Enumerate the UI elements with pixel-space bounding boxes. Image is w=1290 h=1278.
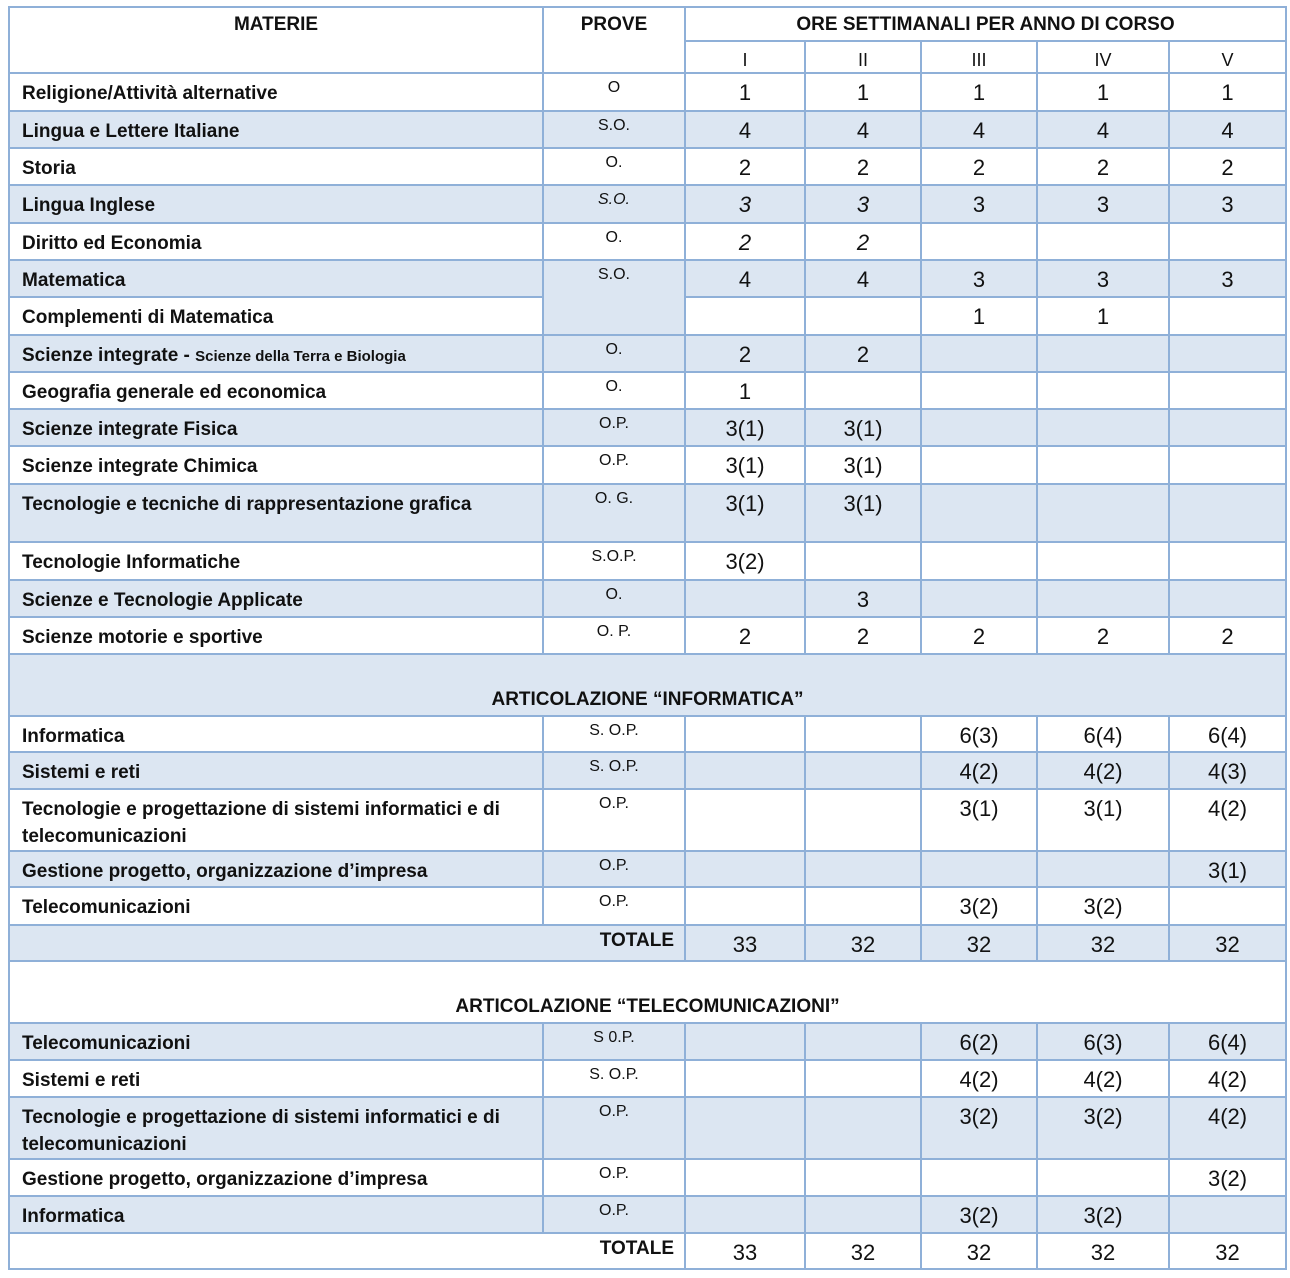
subject-cell: Informatica	[9, 1196, 543, 1233]
subject-cell: Tecnologie e tecniche di rappresentazione grafica	[9, 484, 543, 542]
hours-cell	[1169, 446, 1286, 484]
hours-cell: 3	[805, 580, 921, 617]
hours-cell	[685, 580, 805, 617]
hours-cell: 4(2)	[921, 1060, 1037, 1097]
hours-cell	[805, 752, 921, 789]
hours-cell	[805, 1097, 921, 1159]
subject-cell: Informatica	[9, 716, 543, 752]
hours-cell	[805, 1159, 921, 1196]
hours-cell: 3	[1169, 260, 1286, 297]
hours-cell	[805, 1196, 921, 1233]
hours-cell: 2	[685, 335, 805, 372]
hours-cell: 1	[805, 73, 921, 111]
prove-cell: O.P.	[543, 409, 685, 446]
year-header: IV	[1037, 41, 1169, 73]
header-row	[9, 7, 1286, 41]
hours-cell: 2	[1037, 617, 1169, 654]
hours-cell: 4(2)	[921, 752, 1037, 789]
table-row	[9, 1159, 1286, 1196]
hours-cell: 6(3)	[921, 716, 1037, 752]
section-title-informatica: ARTICOLAZIONE “INFORMATICA”	[9, 654, 1286, 716]
table-row	[9, 73, 1286, 111]
hours-cell	[805, 851, 921, 887]
table-row	[9, 223, 1286, 260]
hours-cell: 3(2)	[921, 1196, 1037, 1233]
hours-cell: 1	[1037, 297, 1169, 335]
hours-cell: 3	[1169, 185, 1286, 223]
hours-cell: 3(2)	[921, 1097, 1037, 1159]
table-row	[9, 372, 1286, 409]
hours-cell: 4	[805, 260, 921, 297]
prove-cell: O.P.	[543, 887, 685, 925]
subject-cell: Lingua e Lettere Italiane	[9, 111, 543, 148]
table-row	[9, 111, 1286, 148]
hours-cell: 3(2)	[1169, 1159, 1286, 1196]
hours-cell	[685, 1159, 805, 1196]
hours-cell	[805, 716, 921, 752]
hours-cell: 3(1)	[805, 446, 921, 484]
totale-cell: 32	[1037, 925, 1169, 961]
totale-cell: 32	[921, 1233, 1037, 1269]
prove-cell: O. G.	[543, 484, 685, 542]
prove-cell: S. O.P.	[543, 1060, 685, 1097]
hours-cell: 3(1)	[805, 409, 921, 446]
prove-cell: O.P.	[543, 851, 685, 887]
prove-cell: O.	[543, 223, 685, 260]
hours-cell	[1037, 409, 1169, 446]
section-title-telecomunicazioni: ARTICOLAZIONE “TELECOMUNICAZIONI”	[9, 961, 1286, 1023]
subject-cell: Sistemi e reti	[9, 1060, 543, 1097]
prove-cell: S. O.P.	[543, 752, 685, 789]
totale-label: TOTALE	[9, 925, 685, 961]
hours-cell	[921, 372, 1037, 409]
subject-cell	[9, 335, 543, 372]
hours-cell	[685, 1196, 805, 1233]
hours-cell	[921, 335, 1037, 372]
subject-cell: Diritto ed Economia	[9, 223, 543, 260]
hours-cell: 3	[805, 185, 921, 223]
table-row	[9, 617, 1286, 654]
table-row	[9, 260, 1286, 297]
year-header: I	[685, 41, 805, 73]
hours-cell: 3	[685, 185, 805, 223]
totale-label: TOTALE	[9, 1233, 685, 1269]
hours-cell: 3(1)	[1169, 851, 1286, 887]
hours-cell: 2	[805, 335, 921, 372]
hours-cell: 3(2)	[1037, 1196, 1169, 1233]
prove-cell: O.	[543, 335, 685, 372]
section-row	[9, 961, 1286, 1023]
hours-cell: 2	[1169, 148, 1286, 185]
prove-cell: O.P.	[543, 1159, 685, 1196]
hours-cell: 3	[921, 185, 1037, 223]
table-row	[9, 185, 1286, 223]
prove-cell: S.O.	[543, 260, 685, 335]
subject-cell: Matematica	[9, 260, 543, 297]
prove-cell: O.	[543, 580, 685, 617]
hours-cell: 3(1)	[1037, 789, 1169, 851]
year-header: III	[921, 41, 1037, 73]
totale-cell: 33	[685, 925, 805, 961]
hours-cell: 3(2)	[921, 887, 1037, 925]
hours-cell	[921, 1159, 1037, 1196]
hours-cell: 3	[1037, 260, 1169, 297]
table-row	[9, 1060, 1286, 1097]
hours-cell: 1	[685, 372, 805, 409]
subject-cell: Gestione progetto, organizzazione d’impresa	[9, 1159, 543, 1196]
hours-cell: 4	[921, 111, 1037, 148]
header-prove: PROVE	[543, 7, 685, 73]
hours-cell	[1037, 484, 1169, 542]
hours-cell: 4	[1037, 111, 1169, 148]
hours-cell	[1037, 851, 1169, 887]
hours-cell	[805, 789, 921, 851]
hours-cell: 6(4)	[1169, 716, 1286, 752]
totale-row	[9, 925, 1286, 961]
totale-cell: 32	[921, 925, 1037, 961]
table-row	[9, 1196, 1286, 1233]
hours-cell: 4	[1169, 111, 1286, 148]
subject-cell: Tecnologie Informatiche	[9, 542, 543, 580]
table-row	[9, 1023, 1286, 1060]
hours-cell	[921, 580, 1037, 617]
totale-cell: 32	[1037, 1233, 1169, 1269]
prove-cell: O.	[543, 148, 685, 185]
hours-cell: 2	[805, 148, 921, 185]
hours-cell	[1037, 372, 1169, 409]
prove-cell: O.P.	[543, 789, 685, 851]
prove-cell: O.P.	[543, 1196, 685, 1233]
hours-cell	[1037, 446, 1169, 484]
hours-cell: 2	[1037, 148, 1169, 185]
hours-cell: 2	[921, 148, 1037, 185]
hours-cell	[1169, 223, 1286, 260]
year-header: V	[1169, 41, 1286, 73]
hours-cell	[921, 223, 1037, 260]
hours-cell: 3(1)	[921, 789, 1037, 851]
prove-cell: S.O.	[543, 185, 685, 223]
subject-cell: Scienze motorie e sportive	[9, 617, 543, 654]
hours-cell: 4	[805, 111, 921, 148]
hours-cell	[1037, 335, 1169, 372]
hours-cell: 1	[921, 73, 1037, 111]
hours-cell: 3(2)	[1037, 887, 1169, 925]
hours-cell	[685, 789, 805, 851]
hours-cell: 4	[685, 260, 805, 297]
hours-cell: 6(4)	[1169, 1023, 1286, 1060]
totale-cell: 32	[805, 1233, 921, 1269]
subject-cell: Storia	[9, 148, 543, 185]
hours-cell	[805, 1023, 921, 1060]
subject-cell: Tecnologie e progettazione di sistemi informatici e di telecomunicazioni	[9, 1097, 543, 1159]
totale-row	[9, 1233, 1286, 1269]
hours-cell	[1169, 1196, 1286, 1233]
table-row	[9, 887, 1286, 925]
subject-cell: Lingua Inglese	[9, 185, 543, 223]
hours-cell	[805, 887, 921, 925]
subject-detail: Scienze della Terra e Biologia	[195, 348, 406, 365]
subject-cell: Scienze e Tecnologie Applicate	[9, 580, 543, 617]
prove-cell: O. P.	[543, 617, 685, 654]
hours-cell	[685, 851, 805, 887]
hours-cell	[1037, 542, 1169, 580]
table-row	[9, 851, 1286, 887]
hours-cell	[685, 297, 805, 335]
hours-cell	[685, 1097, 805, 1159]
hours-cell: 6(2)	[921, 1023, 1037, 1060]
hours-cell: 2	[921, 617, 1037, 654]
hours-cell: 4(2)	[1037, 1060, 1169, 1097]
prove-cell: O	[543, 73, 685, 111]
hours-cell	[921, 542, 1037, 580]
hours-cell: 3(1)	[685, 446, 805, 484]
section-row	[9, 654, 1286, 716]
subject-cell: Geografia generale ed economica	[9, 372, 543, 409]
hours-cell: 3	[1037, 185, 1169, 223]
hours-cell	[1037, 580, 1169, 617]
hours-cell	[1037, 223, 1169, 260]
hours-cell	[685, 716, 805, 752]
hours-cell: 4(3)	[1169, 752, 1286, 789]
hours-cell	[921, 409, 1037, 446]
subject-cell: Telecomunicazioni	[9, 1023, 543, 1060]
hours-cell	[1169, 887, 1286, 925]
hours-cell	[1169, 484, 1286, 542]
table-row	[9, 789, 1286, 851]
year-header: II	[805, 41, 921, 73]
hours-cell: 1	[1037, 73, 1169, 111]
prove-cell: S.O.	[543, 111, 685, 148]
curriculum-table	[8, 6, 1287, 1270]
totale-cell: 32	[805, 925, 921, 961]
subject-cell: Scienze integrate Fisica	[9, 409, 543, 446]
hours-cell	[1169, 335, 1286, 372]
hours-cell	[1169, 409, 1286, 446]
hours-cell	[685, 752, 805, 789]
hours-cell: 2	[685, 617, 805, 654]
table-row	[9, 148, 1286, 185]
subject-cell: Religione/Attività alternative	[9, 73, 543, 111]
table-row	[9, 716, 1286, 752]
hours-cell: 4(2)	[1037, 752, 1169, 789]
table-row	[9, 446, 1286, 484]
hours-cell: 1	[921, 297, 1037, 335]
table-row	[9, 580, 1286, 617]
hours-cell	[1037, 1159, 1169, 1196]
prove-cell: S.O.P.	[543, 542, 685, 580]
hours-cell	[805, 542, 921, 580]
hours-cell	[805, 1060, 921, 1097]
hours-cell	[921, 446, 1037, 484]
hours-cell	[805, 372, 921, 409]
hours-cell	[1169, 297, 1286, 335]
prove-cell: S. O.P.	[543, 716, 685, 752]
hours-cell	[1169, 542, 1286, 580]
prove-cell: S 0.P.	[543, 1023, 685, 1060]
hours-cell: 3(2)	[685, 542, 805, 580]
table-row	[9, 752, 1286, 789]
table-row	[9, 335, 1286, 372]
prove-cell: O.P.	[543, 446, 685, 484]
prove-cell: O.P.	[543, 1097, 685, 1159]
subject-cell: Scienze integrate Chimica	[9, 446, 543, 484]
subject-cell: Complementi di Matematica	[9, 297, 543, 335]
subject-cell: Gestione progetto, organizzazione d’impresa	[9, 851, 543, 887]
totale-cell: 32	[1169, 1233, 1286, 1269]
subject-cell: Sistemi e reti	[9, 752, 543, 789]
hours-cell	[1169, 580, 1286, 617]
hours-cell	[921, 851, 1037, 887]
hours-cell: 2	[1169, 617, 1286, 654]
totale-cell: 33	[685, 1233, 805, 1269]
hours-cell: 1	[1169, 73, 1286, 111]
hours-cell: 2	[685, 223, 805, 260]
totale-cell: 32	[1169, 925, 1286, 961]
subject-cell: Tecnologie e progettazione di sistemi informatici e di telecomunicazioni	[9, 789, 543, 851]
hours-cell	[685, 887, 805, 925]
hours-cell: 3	[921, 260, 1037, 297]
hours-cell	[685, 1023, 805, 1060]
hours-cell: 2	[805, 223, 921, 260]
hours-cell: 4(2)	[1169, 1060, 1286, 1097]
hours-cell: 4(2)	[1169, 789, 1286, 851]
hours-cell: 4(2)	[1169, 1097, 1286, 1159]
header-materie: MATERIE	[9, 7, 543, 73]
subject-main: Scienze integrate -	[22, 345, 196, 366]
header-ore: ORE SETTIMANALI PER ANNO DI CORSO	[685, 7, 1286, 41]
hours-cell: 6(4)	[1037, 716, 1169, 752]
hours-cell: 1	[685, 73, 805, 111]
table-row	[9, 542, 1286, 580]
hours-cell: 3(1)	[685, 409, 805, 446]
hours-cell	[921, 484, 1037, 542]
hours-cell: 3(2)	[1037, 1097, 1169, 1159]
table-row	[9, 484, 1286, 542]
table-row	[9, 409, 1286, 446]
hours-cell	[685, 1060, 805, 1097]
hours-cell	[805, 297, 921, 335]
subject-cell: Telecomunicazioni	[9, 887, 543, 925]
hours-cell	[1169, 372, 1286, 409]
hours-cell: 3(1)	[685, 484, 805, 542]
hours-cell: 3(1)	[805, 484, 921, 542]
hours-cell: 2	[805, 617, 921, 654]
prove-cell: O.	[543, 372, 685, 409]
hours-cell: 2	[685, 148, 805, 185]
hours-cell: 6(3)	[1037, 1023, 1169, 1060]
hours-cell: 4	[685, 111, 805, 148]
table-row	[9, 1097, 1286, 1159]
